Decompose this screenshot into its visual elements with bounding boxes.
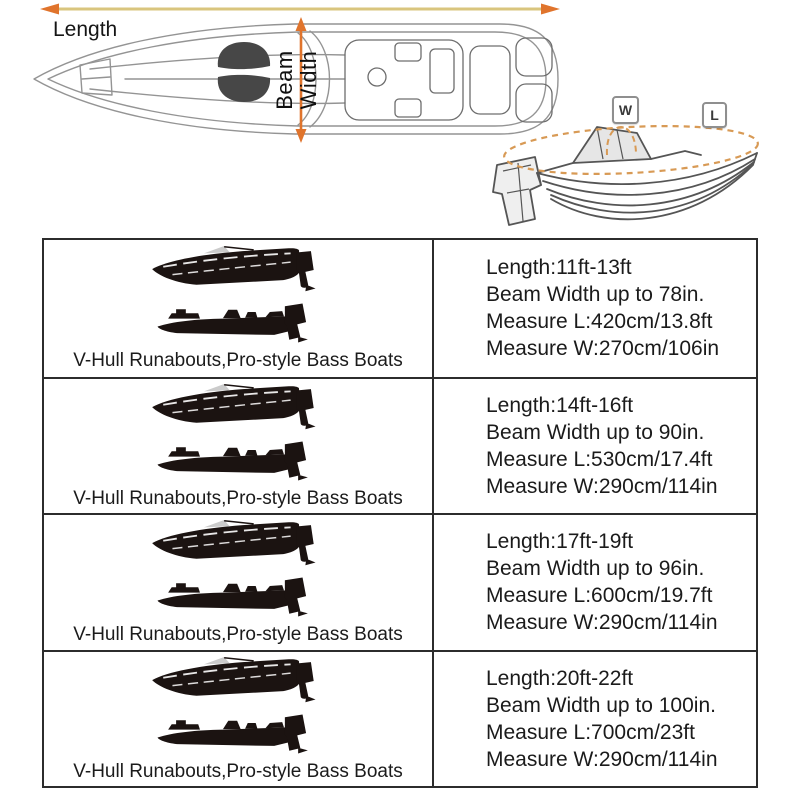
spec-measure-l: Measure L:420cm/13.8ft — [486, 310, 713, 334]
size-row-17-19ft — [44, 513, 756, 650]
covered-boat-drawing — [485, 93, 797, 235]
spec-measure-l: Measure L:600cm/19.7ft — [486, 584, 713, 608]
bass-boat-silhouette — [154, 440, 322, 482]
spec-measure-w: Measure W:290cm/114in — [486, 747, 718, 771]
spec-length: Length:17ft-19ft — [486, 530, 634, 554]
spec-length: Length:20ft-22ft — [486, 666, 634, 690]
spec-beam-width: Beam Width up to 96in. — [486, 557, 705, 581]
boat-types-caption: V-Hull Runabouts,Pro-style Bass Boats — [73, 350, 403, 372]
bass-boat-silhouette — [154, 713, 322, 755]
spec-length: Length:14ft-16ft — [486, 393, 634, 417]
spec-measure-w: Measure W:290cm/114in — [486, 611, 718, 635]
boat-types-caption: V-Hull Runabouts,Pro-style Bass Boats — [73, 760, 403, 782]
boat-types-cell — [44, 240, 434, 377]
runabout-silhouette — [148, 246, 328, 294]
boat-types-caption: V-Hull Runabouts,Pro-style Bass Boats — [73, 487, 403, 509]
spec-measure-l: Measure L:700cm/23ft — [486, 720, 695, 744]
spec-beam-width: Beam Width up to 100in. — [486, 693, 716, 717]
spec-beam-width: Beam Width up to 90in. — [486, 420, 705, 444]
boat-types-caption: V-Hull Runabouts,Pro-style Bass Boats — [73, 624, 403, 646]
size-table — [42, 238, 758, 788]
boat-types-cell — [44, 652, 434, 787]
runabout-silhouette — [148, 384, 328, 432]
specs-cell — [434, 652, 756, 787]
boat-types-cell — [44, 379, 434, 514]
specs-cell — [434, 515, 756, 650]
length-badge: L — [702, 102, 727, 128]
specs-cell — [434, 379, 756, 514]
beam-width-label: Beam Width — [272, 50, 321, 110]
spec-measure-w: Measure W:270cm/106in — [486, 337, 720, 361]
size-row-20-22ft — [44, 650, 756, 787]
length-label: Length — [53, 18, 118, 41]
boat-types-cell — [44, 515, 434, 650]
width-badge: W — [612, 96, 639, 124]
bass-boat-silhouette — [154, 302, 322, 344]
specs-cell — [434, 240, 756, 377]
size-row-11-13ft — [44, 240, 756, 377]
runabout-silhouette — [148, 520, 328, 568]
size-row-14-16ft — [44, 377, 756, 514]
spec-beam-width: Beam Width up to 78in. — [486, 283, 705, 307]
runabout-silhouette — [148, 657, 328, 705]
bass-boat-silhouette — [154, 576, 322, 618]
spec-length: Length:11ft-13ft — [486, 256, 632, 280]
spec-measure-l: Measure L:530cm/17.4ft — [486, 447, 713, 471]
spec-measure-w: Measure W:290cm/114in — [486, 474, 718, 498]
